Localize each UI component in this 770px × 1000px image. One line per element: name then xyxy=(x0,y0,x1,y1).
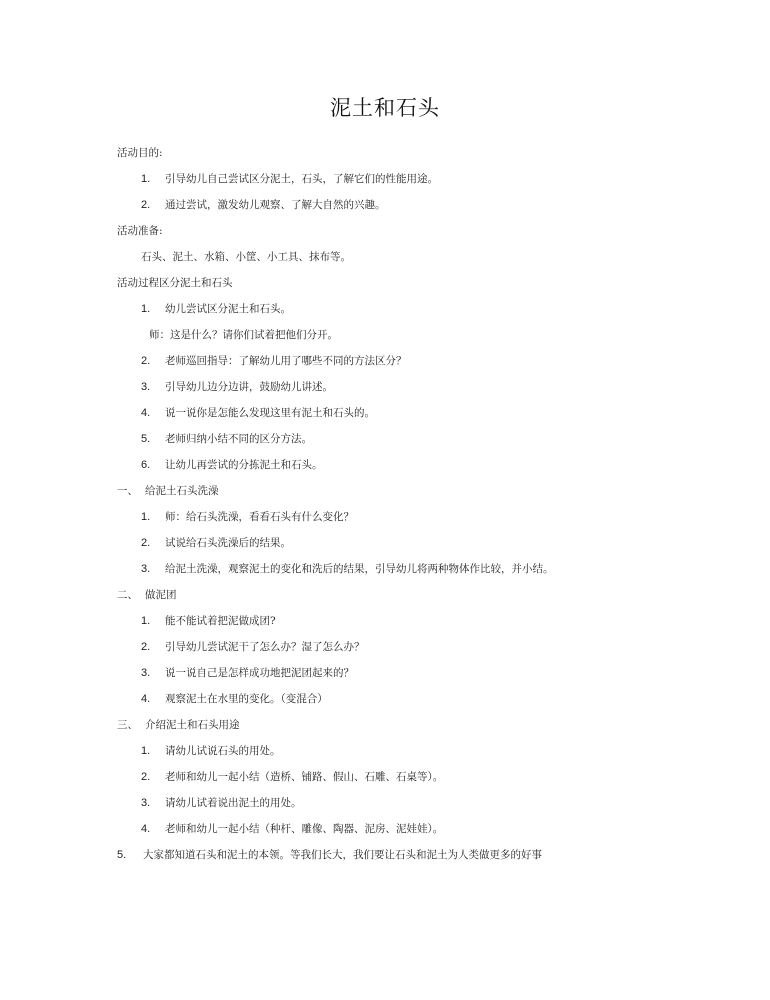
section-number: 一、 xyxy=(117,485,138,497)
item-text: 引导幼儿自己尝试区分泥土，石头，了解它们的性能用途。 xyxy=(165,173,438,185)
list-item xyxy=(141,406,375,420)
item-number: 5. xyxy=(141,433,151,445)
item-number: 5. xyxy=(117,849,127,861)
section-number: 三、 xyxy=(117,719,138,731)
item-text: 大家都知道石头和泥土的本领。等我们长大，我们要让石头和泥土为人类做更多的好事 xyxy=(143,849,542,861)
item-number: 2. xyxy=(141,199,151,211)
item-text: 观察泥土在水里的变化。（变混合） xyxy=(165,693,328,705)
goal-heading: 活动目的: xyxy=(117,147,163,159)
item-number: 2. xyxy=(141,771,151,783)
item-text: 请幼儿试说石头的用处。 xyxy=(165,745,281,757)
list-item xyxy=(141,354,407,368)
item-text: 说一说你是怎能么发现这里有泥土和石头的。 xyxy=(165,407,375,419)
item-number: 4. xyxy=(141,823,151,835)
item-text: 请幼儿试着说出泥土的用处。 xyxy=(165,797,302,809)
section-title: 介绍泥土和石头用途 xyxy=(145,719,240,731)
list-item-final xyxy=(117,848,542,862)
list-item xyxy=(141,536,291,550)
prep-text: 石头、泥土、水箱、小筐、小工具、抹布等。 xyxy=(141,251,351,263)
item-number: 3. xyxy=(141,563,151,575)
section-title: 给泥土石头洗澡 xyxy=(145,485,219,497)
item-text: 给泥土洗澡，观察泥土的变化和洗后的结果，引导幼儿将两种物体作比较，并小结。 xyxy=(165,563,554,575)
item-number: 1. xyxy=(141,615,151,627)
list-item xyxy=(141,614,276,628)
list-item xyxy=(141,822,443,836)
item-number: 4. xyxy=(141,693,151,705)
list-item xyxy=(141,172,438,186)
list-item xyxy=(141,302,291,316)
item-text: 引导幼儿尝试泥干了怎么办？湿了怎么办？ xyxy=(165,641,365,653)
list-item xyxy=(141,562,554,576)
section-number: 二、 xyxy=(117,589,138,601)
item-number: 2. xyxy=(141,641,151,653)
list-item xyxy=(141,458,323,472)
list-item xyxy=(141,770,443,784)
item-number: 3. xyxy=(141,667,151,679)
item-text: 让幼儿再尝试的分拣泥土和石头。 xyxy=(165,459,323,471)
section-heading-uses xyxy=(117,718,240,732)
item-number: 1. xyxy=(141,511,151,523)
list-item xyxy=(141,510,354,524)
item-text: 老师巡回指导：了解幼儿用了哪些不同的方法区分？ xyxy=(165,355,407,367)
item-text: 老师归纳小结不同的区分方法。 xyxy=(165,433,312,445)
section-title: 做泥团 xyxy=(145,589,177,601)
item-text: 引导幼儿边分边讲，鼓励幼儿讲述。 xyxy=(165,381,333,393)
item-text: 试说给石头洗澡后的结果。 xyxy=(165,537,291,549)
item-text: 说一说自己是怎样成功地把泥团起来的？ xyxy=(165,667,354,679)
item-text: 老师和幼儿一起小结（种杆、雕像、陶器、泥房、泥娃娃）。 xyxy=(165,823,444,835)
list-item xyxy=(141,744,281,758)
document-title: 泥土和石头 xyxy=(330,96,440,120)
list-item xyxy=(141,666,354,680)
list-item xyxy=(141,380,333,394)
list-item xyxy=(141,640,365,654)
item-text: 通过尝试，激发幼儿观察、了解大自然的兴趣。 xyxy=(165,199,386,211)
list-item xyxy=(141,796,302,810)
item-number: 2. xyxy=(141,355,151,367)
item-number: 4. xyxy=(141,407,151,419)
item-number: 6. xyxy=(141,459,151,471)
list-item xyxy=(141,198,386,212)
item-number: 2. xyxy=(141,537,151,549)
item-number: 3. xyxy=(141,797,151,809)
item-number: 1. xyxy=(141,303,151,315)
item-number: 3. xyxy=(141,381,151,393)
section-heading-wash xyxy=(117,484,219,498)
item-text: 师：给石头洗澡，看看石头有什么变化？ xyxy=(165,511,354,523)
item-text: 幼儿尝试区分泥土和石头。 xyxy=(165,303,291,315)
section-heading-ball xyxy=(117,588,177,602)
item-number: 1. xyxy=(141,745,151,757)
prep-heading: 活动准备: xyxy=(117,225,163,237)
item-text: 老师和幼儿一起小结（造桥、铺路、假山、石雕、石桌等）。 xyxy=(165,771,444,783)
process-heading: 活动过程区分泥土和石头 xyxy=(117,277,233,289)
list-item xyxy=(141,692,328,706)
list-item xyxy=(149,328,338,342)
item-number: 1. xyxy=(141,173,151,185)
item-text: 师：这是什么？请你们试着把他们分开。 xyxy=(149,329,338,341)
list-item xyxy=(141,432,312,446)
item-text: 能不能试着把泥做成团? xyxy=(165,615,276,627)
